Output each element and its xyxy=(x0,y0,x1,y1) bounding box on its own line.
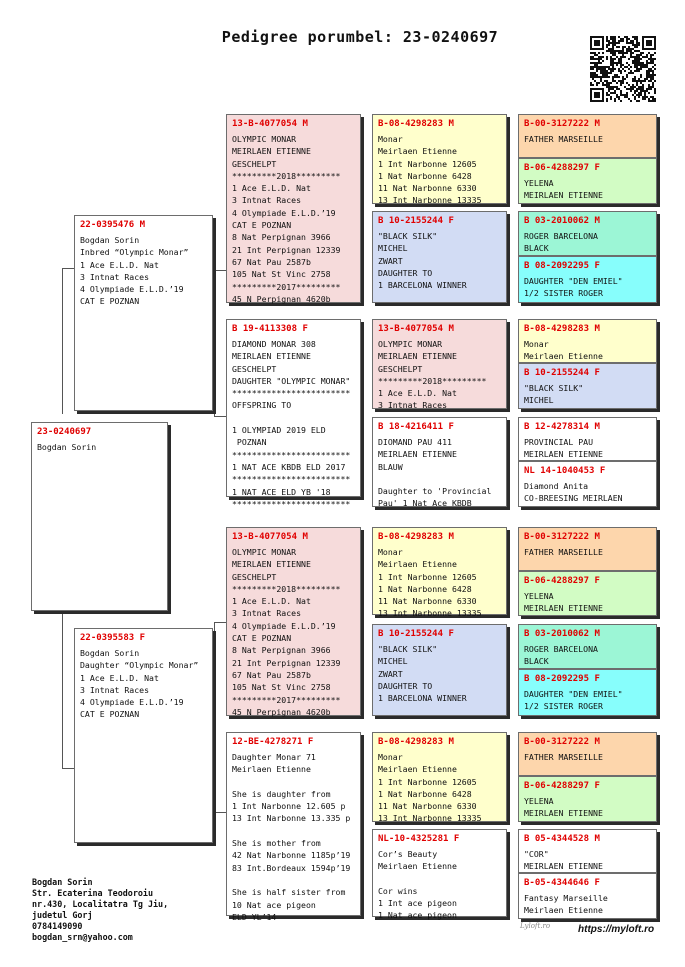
card-line: 45 N Perpignan 4620b xyxy=(232,706,331,717)
card-line: POZNAN xyxy=(232,437,267,448)
ring-number: B 08-2092295 F xyxy=(524,261,600,271)
card-line: Bogdan Sorin xyxy=(80,235,140,245)
pedigree-card-gen5[interactable] xyxy=(518,669,657,716)
card-line: CO-BREESING MEIRLAEN xyxy=(524,493,623,504)
card-line: 1/2 SISTER ROGER xyxy=(524,701,603,712)
card-line: She is mother from xyxy=(232,838,321,849)
card-line: 4 Olympiade E.L.D.’19 xyxy=(80,697,184,708)
connector-line xyxy=(62,268,74,269)
card-line: 1 Ace E.L.D. Nat xyxy=(232,596,311,607)
qr-code-icon xyxy=(590,36,656,102)
ring-number: B-05-4344646 F xyxy=(524,878,600,888)
card-line: 1 Ace E.L.D. Nat xyxy=(232,183,311,194)
ring-number: B 10-2155244 F xyxy=(524,368,600,378)
ring-number: 13-B-4077054 M xyxy=(232,119,308,129)
card-line: MEIRLAEN ETIENNE xyxy=(524,808,603,819)
footer-link[interactable]: https://myloft.ro xyxy=(578,924,655,935)
card-line: 1 Nat Narbonne 6428 xyxy=(378,170,472,181)
card-line: ZWART xyxy=(378,668,403,679)
card-line: Monar xyxy=(524,339,549,349)
card-line: ROGER BARCELONA xyxy=(524,231,598,241)
card-line: FATHER MARSEILLE xyxy=(524,752,603,762)
card-line: Meirlaen Etienne xyxy=(378,764,457,775)
card-line: Bogdan Sorin xyxy=(80,648,140,658)
card-line: She is daughter from xyxy=(232,788,331,799)
card-line: BLACK xyxy=(524,656,549,667)
card-line: 1 Nat ace pigeon xyxy=(378,910,457,921)
card-line: FATHER MARSEILLE xyxy=(524,134,603,144)
card-line xyxy=(232,776,355,788)
connector-line xyxy=(62,768,74,769)
ring-number: B-06-4288297 F xyxy=(524,781,600,791)
ring-number: B 03-2010062 M xyxy=(524,216,600,226)
card-line: Monar xyxy=(378,752,403,762)
card-line: 1 Nat Narbonne 6428 xyxy=(378,788,472,799)
page-title: Pedigree porumbel: 23-0240697 xyxy=(221,28,499,46)
card-line: DAUGHTER "OLYMPIC MONAR" xyxy=(232,375,351,386)
card-line: MEIRLAEN ETIENNE xyxy=(524,603,603,614)
ring-number: 13-B-4077054 M xyxy=(232,532,308,542)
card-line: 1 NAT ACE ELD YB '18 xyxy=(232,486,331,497)
card-line: 67 Nat Pau 2587b xyxy=(232,256,311,267)
ring-number: B 05-4344528 M xyxy=(524,834,600,844)
card-line: Daughter “Olympic Monar” xyxy=(80,660,199,671)
card-line: *********2017********* xyxy=(232,694,341,705)
card-line: PROVINCIAL PAU xyxy=(524,437,594,447)
card-line: 3 Intnat Races xyxy=(378,400,448,411)
card-line: YELENA xyxy=(524,796,554,806)
card-line: 67 Nat Pau 2587b xyxy=(232,669,311,680)
card-line: 1 Int Narbonne 12605 xyxy=(378,158,477,169)
ring-number: NL-10-4325281 F xyxy=(378,834,460,844)
pedigree-card-dam-sire[interactable] xyxy=(226,527,361,716)
card-line: MEIRLAEN ETIENNE xyxy=(524,190,603,201)
ring-number: B-08-4298283 M xyxy=(378,737,454,747)
ring-number: B 18-4216411 F xyxy=(378,422,454,432)
ring-number: B-08-4298283 M xyxy=(524,324,600,334)
ring-number: B 03-2010062 M xyxy=(524,629,600,639)
card-line: OLYMPIC MONAR xyxy=(232,547,297,557)
card-line: MEIRLAEN ETIENNE xyxy=(524,861,603,872)
pedigree-card-gen4[interactable] xyxy=(372,319,507,409)
card-line: 8 Nat Perpignan 3966 xyxy=(232,232,331,243)
pedigree-card-gen5[interactable] xyxy=(518,571,657,616)
card-line: 4 Olympiade E.L.D.’19 xyxy=(80,284,184,295)
card-line: ************************ xyxy=(232,474,351,485)
card-line: 1 Int Narbonne 12605 xyxy=(378,571,477,582)
pedigree-card-gen5[interactable] xyxy=(518,319,657,363)
card-line: 1 Nat Narbonne 6428 xyxy=(378,583,472,594)
pedigree-card-gen4[interactable] xyxy=(372,527,507,619)
card-line: ROGER BARCELONA xyxy=(524,644,598,654)
card-line: Meirlaen Etienne xyxy=(378,559,457,570)
pedigree-card-gen5[interactable] xyxy=(518,363,657,409)
owner-contact xyxy=(32,877,168,943)
card-line: MICHEL xyxy=(524,395,554,406)
pedigree-card-gen5[interactable] xyxy=(518,829,657,873)
ring-number: NL 14-1040453 F xyxy=(524,466,606,476)
card-line: MEIRLAEN ETIENNE xyxy=(524,449,603,460)
card-line: 3 Intnat Races xyxy=(80,684,150,695)
connector-line xyxy=(214,416,226,417)
pedigree-card-gen4[interactable] xyxy=(372,732,507,822)
ring-number: B-06-4288297 F xyxy=(524,163,600,173)
card-line: 13 Int Narbonne 13.335 p xyxy=(232,813,351,824)
card-line: 105 Nat St Vinc 2758 xyxy=(232,682,331,693)
card-line: DAUGHTER TO xyxy=(378,680,433,691)
card-line: GESCHELPT xyxy=(378,363,423,374)
card-line: Fantasy Marseille xyxy=(524,893,608,903)
card-line: ZWART xyxy=(378,255,403,266)
card-line: 3 Intnat Races xyxy=(80,271,150,282)
card-line: ************************ xyxy=(232,498,351,509)
card-line: CAT E POZNAN xyxy=(232,220,292,231)
connector-line xyxy=(214,270,226,271)
card-line: Meirlaen Etienne xyxy=(232,764,311,775)
pedigree-card-gen5[interactable] xyxy=(518,211,657,256)
card-line: DAUGHTER "DEN EMIEL" xyxy=(524,689,623,699)
ring-number: B 19-4113308 F xyxy=(232,324,308,334)
card-line: Meirlaen Etienne xyxy=(524,351,603,362)
card-line: 3 Intnat Races xyxy=(232,608,302,619)
owner-county: judetul Gorj xyxy=(32,910,93,920)
card-line: MICHEL xyxy=(378,243,408,254)
signature-logo: Lyloft.ro xyxy=(520,922,551,930)
card-line: Inbred “Olympic Monar” xyxy=(80,247,189,258)
pedigree-card-dam-dam[interactable] xyxy=(226,732,361,922)
card-line: Meirlaen Etienne xyxy=(378,146,457,157)
card-line: 11 Nat Narbonne 6330 xyxy=(378,801,477,812)
owner-phone: 0784149090 xyxy=(32,921,83,931)
pedigree-card-gen5[interactable] xyxy=(518,624,657,669)
card-line: 45 N Perpignan 4620b xyxy=(232,293,331,304)
card-line: Cor wins xyxy=(378,885,418,896)
pedigree-card-gen5[interactable] xyxy=(518,461,657,507)
card-line: 1 BARCELONA WINNER xyxy=(378,693,467,704)
card-line: 83 Int.Bordeaux 1594p’19 xyxy=(232,862,351,873)
ring-number: B-00-3127222 M xyxy=(524,119,600,129)
card-line: Monar xyxy=(378,547,403,557)
card-line: 4 Olympiade E.L.D.’19 xyxy=(232,207,336,218)
pedigree-card-gen4[interactable] xyxy=(372,417,507,507)
owner-email[interactable]: bogdan_srn@yahoo.com xyxy=(32,932,133,942)
card-line xyxy=(378,873,501,885)
ring-number: B-08-4298283 M xyxy=(378,119,454,129)
card-line: 1 Int Narbonne 12.605 p xyxy=(232,801,346,812)
connector-line xyxy=(62,268,63,414)
card-line: 21 Int Perpignan 12339 xyxy=(232,244,341,255)
card-line: MEIRLAEN ETIENNE xyxy=(232,146,311,157)
ring-number: 22-0395476 M xyxy=(80,220,146,230)
pedigree-card-gen5[interactable] xyxy=(518,158,657,204)
card-line xyxy=(232,825,355,837)
pedigree-card-sire-dam[interactable] xyxy=(226,319,361,509)
card-line: 4 Olympiade E.L.D.’19 xyxy=(232,620,336,631)
card-line: Meirlaen Etienne xyxy=(378,861,457,872)
ring-number: B-00-3127222 M xyxy=(524,532,600,542)
pedigree-card-dam[interactable] xyxy=(74,628,213,843)
pedigree-card-gen4[interactable] xyxy=(372,114,507,204)
pedigree-card-sire-sire[interactable] xyxy=(226,114,361,303)
card-line: Pau' 1 Nat Ace KBDB xyxy=(378,498,472,509)
owner-name: Bogdan Sorin xyxy=(32,877,93,887)
card-line: 1/2 SISTER ROGER xyxy=(524,288,603,299)
card-line: MEIRLAEN ETIENNE xyxy=(378,449,457,460)
card-line: "COR" xyxy=(524,849,549,859)
card-line xyxy=(232,412,355,424)
card-line: *********2017********* xyxy=(232,281,341,292)
pedigree-card-gen4[interactable] xyxy=(372,211,507,303)
card-line: MICHEL xyxy=(378,656,408,667)
card-line: 1 Int ace pigeon xyxy=(378,898,457,909)
card-line: OLYMPIC MONAR xyxy=(232,134,297,144)
card-line: 1 BARCELONA WINNER xyxy=(378,280,467,291)
card-line: 1 Ace E.L.D. Nat xyxy=(378,388,457,399)
card-line: 13 Int Narbonne 13335 xyxy=(378,813,482,824)
card-line: 1 Ace E.L.D. Nat xyxy=(80,672,159,683)
card-line: "BLACK SILK" xyxy=(378,231,438,241)
connector-line xyxy=(214,270,215,416)
owner-address: nr.430, Localitatra Tg Jiu, xyxy=(32,899,169,909)
card-line: YELENA xyxy=(524,178,554,188)
connector-line xyxy=(214,622,226,623)
card-line: 3 Intnat Races xyxy=(232,195,302,206)
pedigree-card-gen5[interactable] xyxy=(518,256,657,303)
ring-number: B 12-4278314 M xyxy=(524,422,600,432)
card-line: MEIRLAEN ETIENNE xyxy=(232,351,311,362)
card-line: 13 Int Narbonne 13335 xyxy=(378,608,482,619)
card-line: CAT E POZNAN xyxy=(232,633,292,644)
ring-number: B-06-4288297 F xyxy=(524,576,600,586)
ring-number: B 08-2092295 F xyxy=(524,674,600,684)
card-line: YELENA xyxy=(524,591,554,601)
card-line: GESCHELPT xyxy=(232,571,277,582)
card-line: 1 Int Narbonne 12605 xyxy=(378,776,477,787)
card-line: 11 Nat Narbonne 6330 xyxy=(378,596,477,607)
card-line: DIOMAND PAU 411 xyxy=(378,437,452,447)
card-line: 21 Int Perpignan 12339 xyxy=(232,657,341,668)
ring-number: B 10-2155244 F xyxy=(378,216,454,226)
ring-number: 23-0240697 xyxy=(37,427,92,437)
card-line: 42 Nat Narbonne 1185p’19 xyxy=(232,850,351,861)
card-line: "BLACK SILK" xyxy=(378,644,438,654)
card-line: OFFSPRING TO xyxy=(232,400,292,411)
card-line: Bogdan Sorin xyxy=(37,442,97,452)
card-line: ************************ xyxy=(232,449,351,460)
card-line: 1 NAT ACE KBDB ELD 2017 xyxy=(232,461,346,472)
card-line: 1 Ace E.L.D. Nat xyxy=(80,259,159,270)
card-line: GESCHELPT xyxy=(232,158,277,169)
pedigree-card-gen5[interactable] xyxy=(518,114,657,158)
card-line: Daughter Monar 71 xyxy=(232,752,316,762)
card-line: 1 OLYMPIAD 2019 ELD xyxy=(232,425,326,436)
card-line: 13 Int Narbonne 13335 xyxy=(378,195,482,206)
card-line: DAUGHTER TO xyxy=(378,267,433,278)
card-line: 105 Nat St Vinc 2758 xyxy=(232,269,331,280)
ring-number: B-08-4298283 M xyxy=(378,532,454,542)
pedigree-card-subject[interactable] xyxy=(31,422,168,611)
card-line: She is half sister from xyxy=(232,887,346,898)
card-line: ************************ xyxy=(232,388,351,399)
connector-line xyxy=(214,622,215,812)
pedigree-card-gen5[interactable] xyxy=(518,417,657,461)
card-line: *********2018********* xyxy=(378,375,487,386)
card-line: Meirlaen Etienne xyxy=(524,905,603,916)
card-line: DAUGHTER "DEN EMIEL" xyxy=(524,276,623,286)
card-line: *********2018********* xyxy=(232,583,341,594)
card-line: GESCHELPT xyxy=(232,363,277,374)
ring-number: 12-BE-4278271 F xyxy=(232,737,314,747)
card-line: 10 Nat ace pigeon xyxy=(232,899,316,910)
ring-number: 13-B-4077054 M xyxy=(378,324,454,334)
ring-number: 22-0395583 F xyxy=(80,633,146,643)
card-line xyxy=(378,473,501,485)
card-line: Cor’s Beauty xyxy=(378,849,438,859)
pedigree-card-sire[interactable] xyxy=(74,215,213,411)
card-line: Daughter to 'Provincial xyxy=(378,486,492,497)
card-line: 11 Nat Narbonne 6330 xyxy=(378,183,477,194)
ring-number: B 10-2155244 F xyxy=(378,629,454,639)
owner-street: Str. Ecaterina Teodoroiu xyxy=(32,888,154,898)
pedigree-card-gen5[interactable] xyxy=(518,873,657,919)
card-line: 8 Nat Perpignan 3966 xyxy=(232,645,331,656)
card-line xyxy=(232,874,355,886)
card-line: Monar xyxy=(378,134,403,144)
card-line: Diamond Anita xyxy=(524,481,589,491)
connector-line xyxy=(62,612,63,768)
card-line: ELD YL’14 xyxy=(232,911,277,922)
card-line: *********2018********* xyxy=(232,170,341,181)
pedigree-card-gen5[interactable] xyxy=(518,732,657,776)
card-line: MEIRLAEN ETIENNE xyxy=(378,351,457,362)
pedigree-card-gen4[interactable] xyxy=(372,829,507,921)
card-line: BLAUW xyxy=(378,461,403,472)
card-line: MEIRLAEN ETIENNE xyxy=(232,559,311,570)
card-line: BLACK xyxy=(524,243,549,254)
pedigree-card-gen5[interactable] xyxy=(518,527,657,571)
card-line: DIAMOND MONAR 308 xyxy=(232,339,316,349)
ring-number: B-00-3127222 M xyxy=(524,737,600,747)
card-line: "BLACK SILK" xyxy=(524,383,584,393)
card-line: CAT E POZNAN xyxy=(80,296,140,307)
card-line: CAT E POZNAN xyxy=(80,709,140,720)
card-line: OLYMPIC MONAR xyxy=(378,339,443,349)
pedigree-card-gen4[interactable] xyxy=(372,624,507,716)
connector-line xyxy=(214,812,226,813)
pedigree-card-gen5[interactable] xyxy=(518,776,657,822)
card-line: FATHER MARSEILLE xyxy=(524,547,603,557)
